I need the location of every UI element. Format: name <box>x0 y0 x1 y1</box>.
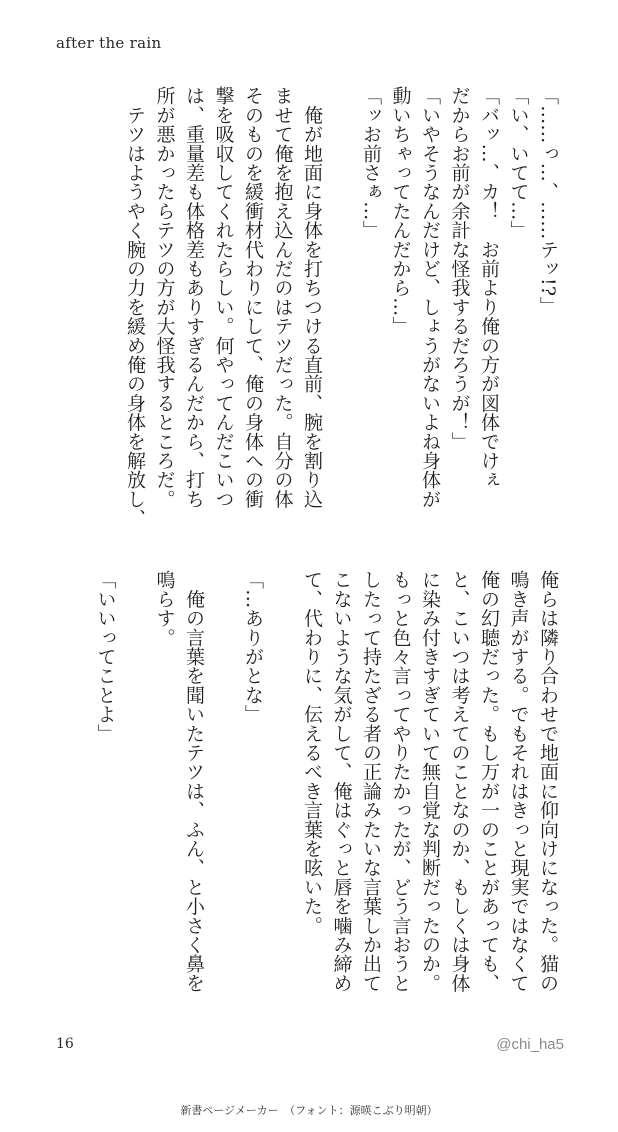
author-credit: @chi_ha5 <box>496 1036 564 1053</box>
text-line: 俺が地面に身体を打ちつける直前、腕を割り込 <box>301 86 323 509</box>
text-line: ませて俺を抱え込んだのはテツだった。自分の体 <box>271 86 294 509</box>
text-line: だからお前が余計な怪我するだろうが！」 <box>448 86 471 451</box>
text-block-bottom <box>56 570 562 1020</box>
text-line: 鳴き声がする。でもそれはきっと現実ではなくて <box>507 570 530 993</box>
maker-credit: 新書ページメーカー （フォント：源暎こぶり明朝） <box>180 1104 438 1117</box>
text-line: 「いやそうなんだけど、しょうがないよね身体が <box>419 86 441 509</box>
blank-line <box>326 86 356 536</box>
blank-line <box>208 570 238 1020</box>
text-line: て、代わりに、伝えるべき言葉を呟いた。 <box>301 570 323 935</box>
text-line: 「……っ…、……テッ!?」 <box>537 86 559 316</box>
text-line: と、こいつは考えてのことなのか、もしくは身体 <box>448 570 471 993</box>
text-line: 俺らは隣り合わせで地面に仰向けになった。猫の <box>537 570 559 993</box>
text-line: 「ッお前さぁ…」 <box>360 86 382 240</box>
text-line: は、重量差も体格差もありすぎるんだから、打ち <box>183 86 205 509</box>
text-line: もっと色々言ってやりたかったが、どう言おうと <box>389 570 412 993</box>
text-line: したって持たざる者の正論みたいな言葉しか出て <box>360 570 382 993</box>
text-line: 「…ありがとな」 <box>242 570 264 724</box>
text-line: 「い、いてて…」 <box>507 86 530 240</box>
text-line: こないような気がして、俺はぐっと唇を噛み締め <box>330 570 353 993</box>
text-line: 鳴らす。 <box>153 570 176 647</box>
text-line: そのものを緩衝材代わりにして、俺の身体への衝 <box>242 86 264 509</box>
text-line: 「いいってことよ」 <box>94 570 117 743</box>
page-number: 16 <box>56 1036 74 1052</box>
text-line: 俺の幻聴だった。もし万が一のことがあっても、 <box>478 570 500 993</box>
text-line: 動いちゃってたんだから…」 <box>389 86 412 336</box>
text-line: 撃を吸収してくれたらしい。何やってんだこいつ <box>212 86 235 509</box>
text-line: に染み付きすぎていて無自覚な判断だったのか。 <box>419 570 441 993</box>
text-block-top <box>56 86 562 536</box>
blank-line <box>267 570 297 1020</box>
text-line: 俺の言葉を聞いたテツは、ふん、と小さく鼻を <box>183 570 205 993</box>
text-line: テツはようやく腕の力を緩め俺の身体を解放し、 <box>124 86 146 528</box>
text-line: 「バッ…、カ！ お前より俺の方が図体でけぇ <box>478 86 500 490</box>
blank-line <box>120 570 150 1020</box>
text-line: 所が悪かったらテツの方が大怪我するところだ。 <box>153 86 176 509</box>
book-title: after the rain <box>56 34 162 52</box>
